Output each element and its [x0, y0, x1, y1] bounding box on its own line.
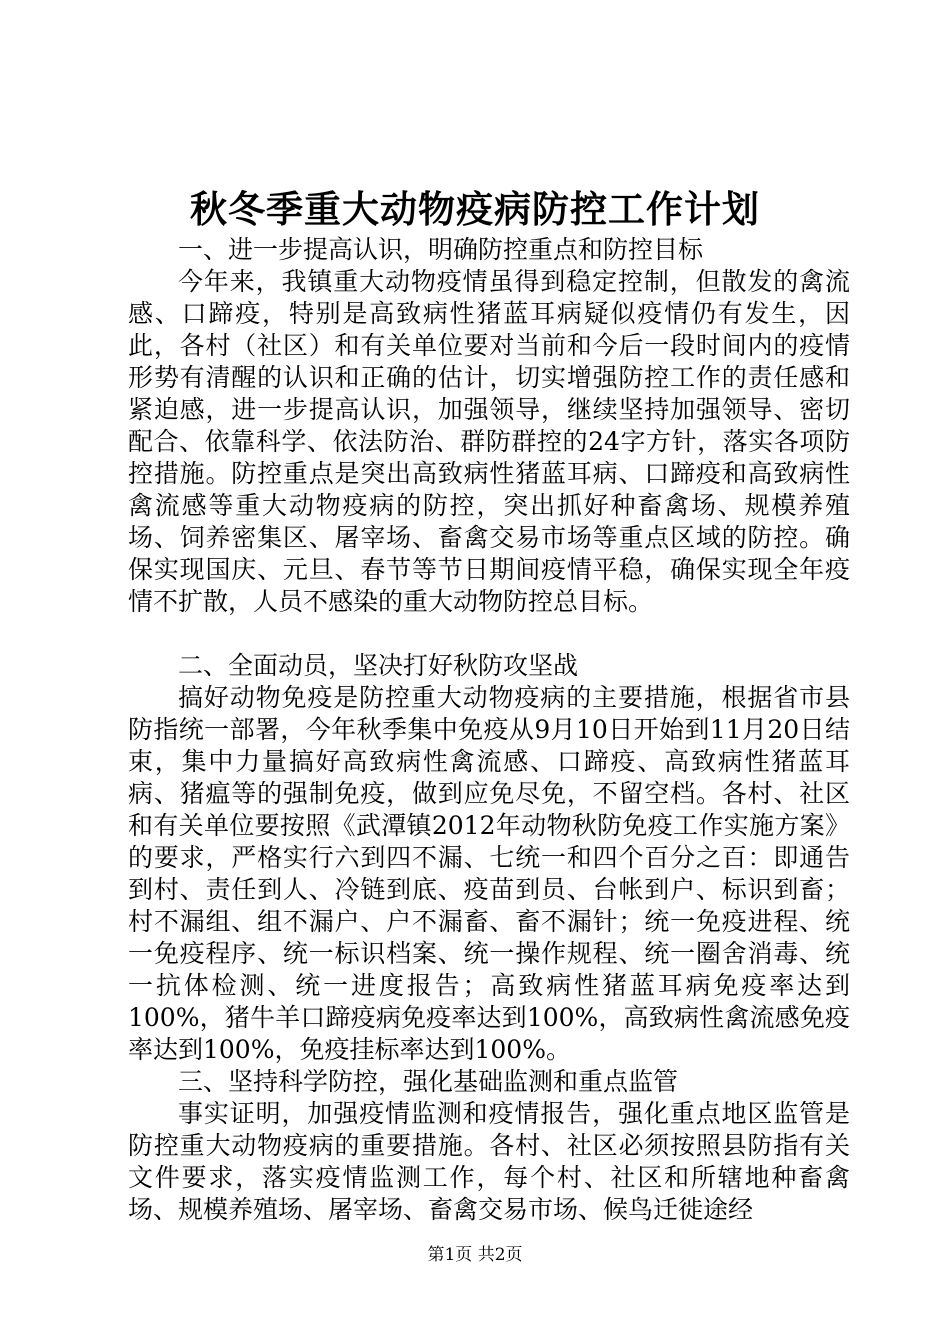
section-1-heading: 一、进一步提高认识，明确防控重点和防控目标 — [178, 235, 704, 264]
document-body — [128, 234, 850, 1226]
page-footer: 第1页 共2页 — [427, 1245, 523, 1265]
section-2-heading: 二、全面动员，坚决打好秋防攻坚战 — [178, 651, 579, 680]
paragraph-gap — [128, 618, 850, 650]
section-3-paragraph: 事实证明，加强疫情监测和疫情报告，强化重点地区监管是防控重大动物疫病的重要措施。各村、社区必须按照县防指有关文件要求，落实疫情监测工作，每个村、社区和所辖地种畜禽场、规模养殖场、屠宰场、畜禽交易市场、候鸟迁徙途经 — [128, 1099, 850, 1224]
document-title: 秋冬季重大动物疫病防控工作计划 — [190, 187, 760, 231]
section-1-paragraph: 今年来，我镇重大动物疫情虽得到稳定控制，但散发的禽流感、口蹄疫，特别是高致病性猪蓝耳病疑似疫情仍有发生，因此，各村（社区）和有关单位要对当前和今后一段时间内的疫情形势有清醒的认识和正确的估计，切实增强防控工作的责任感和紧迫感，进一步提高认识，加强领导，继续坚持加强领导、密切配合、依靠科学、依法防治、群防群控的24字方针，落实各项防控措施。防控重点是突出高致病性猪蓝耳病、口蹄疫和高致病性禽流感等重大动物疫病的防控，突出抓好种畜禽场、规模养殖场、饲养密集区、屠宰场、畜禽交易市场等重点区域的防控。确保实现国庆、元旦、春节等节日期间疫情平稳，确保实现全年疫情不扩散，人员不感染的重大动物防控总目标。 — [128, 267, 850, 616]
section-2-paragraph: 搞好动物免疫是防控重大动物疫病的主要措施，根据省市县防指统一部署，今年秋季集中免疫从9月10日开始到11月20日结束，集中力量搞好高致病性禽流感、口蹄疫、高致病性猪蓝耳病、猪瘟等的强制免疫，做到应免尽免，不留空档。各村、社区和有关单位要按照《武潭镇2012年动物秋防免疫工作实施方案》的要求，严格实行六到四不漏、七统一和四个百分之百：即通告到村、责任到人、冷链到底、疫苗到员、台帐到户、标识到畜；村不漏组、组不漏户、户不漏畜、畜不漏针；统一免疫进程、统一免疫程序、统一标识档案、统一操作规程、统一圈舍消毒、统一抗体检测、统一进度报告；高致病性猪蓝耳病免疫率达到100%，猪牛羊口蹄疫病免疫率达到100%，高致病性禽流感免疫率达到100%，免疫挂标率达到100%。 — [128, 683, 850, 1064]
section-3-heading: 三、坚持科学防控，强化基础监测和重点监管 — [178, 1067, 679, 1096]
